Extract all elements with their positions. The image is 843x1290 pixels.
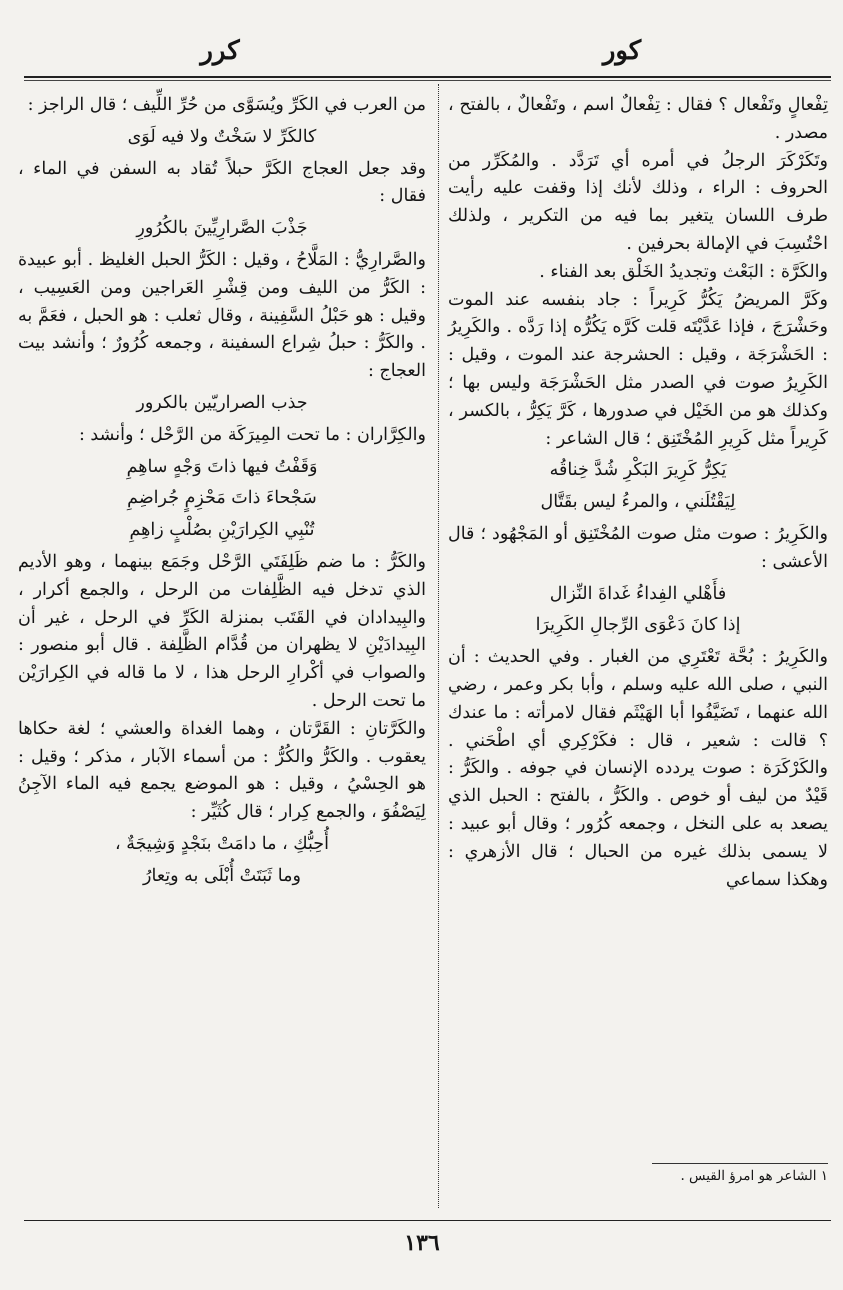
verse-line: جَذْبَ الصَّرارِيِّينَ بالكُرُورِ: [136, 218, 308, 239]
paragraph: وقد جعل العجاج الكَرَّ حبلاً تُقاد به السفن في الماء ، فقال :: [18, 158, 426, 207]
paragraph: وكَرَّ المريضُ يَكُرُّ كَرِيراً : جاد بنفسه عند الموت وحَشْرَجَ ، فإذا عَدَّيْتَه قلت كَرَّه يَكُرُّه إذا رَدَّه . والكَرِيرُ : الحَشْرَجَة ، وقيل : الحشرجة عند الموت ، وقيل : الكَرِيرُ صوت في الصدر مثل الحَشْرَجَة وليس بها ؛ وكذلك هو من الخَيْل في صدورها ، كَرَّ يَكِرُّ ، بالكسر ، كَرِيراً مثل كَرِيرِ المُخْتَنِق ؛ قال الشاعر :: [448, 289, 828, 449]
verse-line: جذب الصراريّين بالكرور: [136, 392, 308, 413]
header-rule: [24, 76, 831, 78]
paragraph: والكَرِيرُ : صوت مثل صوت المُخْتَنِق أو المَجْهُود ؛ قال الأعشى :: [448, 523, 828, 572]
paragraph: وتَكَرْكَرَ الرجلُ في أمره أي تَرَدَّد . والمُكَرِّر من الحروف : الراء ، وذلك لأنك إذا وقفت عليه رأيت طرف اللسان يتغير بما فيه من التكرير ، ولذلك احْتُسِبَ في الإمالة بحرفين .: [448, 150, 828, 254]
page-number: ١٣٦: [404, 1230, 440, 1256]
paragraph: والكَرَّتانِ : القَرَّتان ، وهما الغداة والعشي ؛ لغة حكاها يعقوب . والكَرُّ والكُرُّ : من أسماء الآبار ، مذكر ؛ وقيل : هو الحِسْيُ ، وقيل : هو الموضع يجمع فيه الماء الآجِنُ لِيَصْفُوَ ، والجمع كِرار ؛ قال كُثَيِّر :: [18, 718, 426, 823]
left-column: [18, 92, 426, 895]
paragraph: من العرب في الكَرِّ ويُسَوَّى من حُرِّ اللِّيف ؛ قال الراجز :: [27, 95, 426, 115]
right-column: [448, 92, 828, 894]
verse-line: يَكِرُّ كَرِيرَ البَكْرِ شُدَّ خِناقُه: [549, 460, 727, 481]
verse-line: كالكَرِّ لا سَخْتٌ ولا فيه لَوَى: [127, 126, 317, 147]
verse-line: فأَهْلي الفِداءُ غَداةَ النِّزال: [549, 583, 727, 604]
footnote: ١ الشاعر هو امرؤ القيس .: [680, 1168, 828, 1184]
paragraph: والكَرِيرُ : بُحَّة تَعْتَرِي من الغبار . وفي الحديث : أن النبي ، صلى الله عليه وسلم ، وأبا بكر وعمر ، رضي الله عنهما ، تَضَيَّفُوا أبا الهَيْثَم فقال لامرأته : ما عندك ؟ قالت : شعير ، قال : فكَرْكِري أي اطْحَني . والكَرْكَرَة : صوت يردده الإنسان في جوفه . والكَرُّ : قَيْدٌ من ليف أو خوص . والكَرُّ ، بالفتح : الحبل الذي يصعد به على النخل ، وجمعه كُرُور ؛ وقال أبو عبيد : لا يسمى بذلك غيره من الحبال ؛ قال الأزهري : وهكذا سماعي: [448, 647, 828, 890]
paragraph: تِفْعالٍ وتَفْعال ؟ فقال : تِفْعالٌ اسم ، وتَفْعالٌ ، بالفتح ، مصدر .: [448, 95, 828, 143]
paragraph: والصَّرارِيُّ : المَلَّاحُ ، وقيل : الكَرُّ الحبل الغليظ . أبو عبيدة : الكَرُّ من الليف ومن قِشْرِ العَراجين ومن العَسِيب ، وقيل : هو حَبْلُ السَّفِينة ، وقال ثعلب : هو الحبل ، فعَمَّ به . والكَرُّ : حبلُ شِراع السفينة ، وجمعه كُرُورٌ ؛ وأنشد بيت العجاج :: [18, 249, 426, 382]
footnote-rule: [652, 1163, 828, 1164]
verse-line: إذا كانَ دَعْوَى الرِّجالِ الكَرِيرَا: [535, 615, 741, 636]
verse-line: وما ثَبَتَتْ أُبْلَى به وتِعارُ: [143, 865, 301, 886]
header-word-right: كور: [602, 36, 642, 66]
footer-rule: [24, 1220, 831, 1221]
paragraph: والكَرَّة : البَعْث وتجديدُ الخَلْق بعد الفناء .: [539, 261, 828, 282]
verse-line: وَقَفْتُ فيها ذاتَ وَجْهٍ ساهِمِ: [126, 456, 318, 477]
verse-line: تُنْبِي الكِرارَيْنِ بصُلْبٍ زاهِمِ: [129, 520, 315, 541]
paragraph: والكَرُّ : ما ضم ظَلِفَتَي الرَّحْل وجَمَع بينهما ، وهو الأديم الذي تدخل فيه الظَّلِفات من الرحل ، والجمع أكرار ، والبِيدادان في القَتَب بمنزلة الكَرِّ في الرحل ، غير أن البِيدادَيْنِ لا يظهران من قُدَّام الظَّلِفة . قال أبو منصور : والصواب في أكْرارِ الرحل هذا ، لا ما قاله في الكِرارَيْن ما تحت الرحل .: [18, 551, 426, 711]
verse-line: أُحِبُّكِ ، ما دامَتْ بنَجْدٍ وَشِيجَةٌ ،: [114, 833, 329, 854]
header-word-left: كرر: [200, 36, 240, 66]
header-rule-thin: [24, 80, 831, 81]
paragraph: والكِرَّاران : ما تحت المِيرَكَة من الرَّحْل ؛ وأنشد :: [78, 424, 426, 445]
verse-line: سَجْحاءَ ذاتَ مَحْزِمٍ جُراضِمِ: [127, 488, 317, 509]
column-divider: [438, 84, 439, 1208]
verse-line: لِيَقْتُلَني ، والمرءُ ليس بقَتَّال: [540, 492, 736, 513]
